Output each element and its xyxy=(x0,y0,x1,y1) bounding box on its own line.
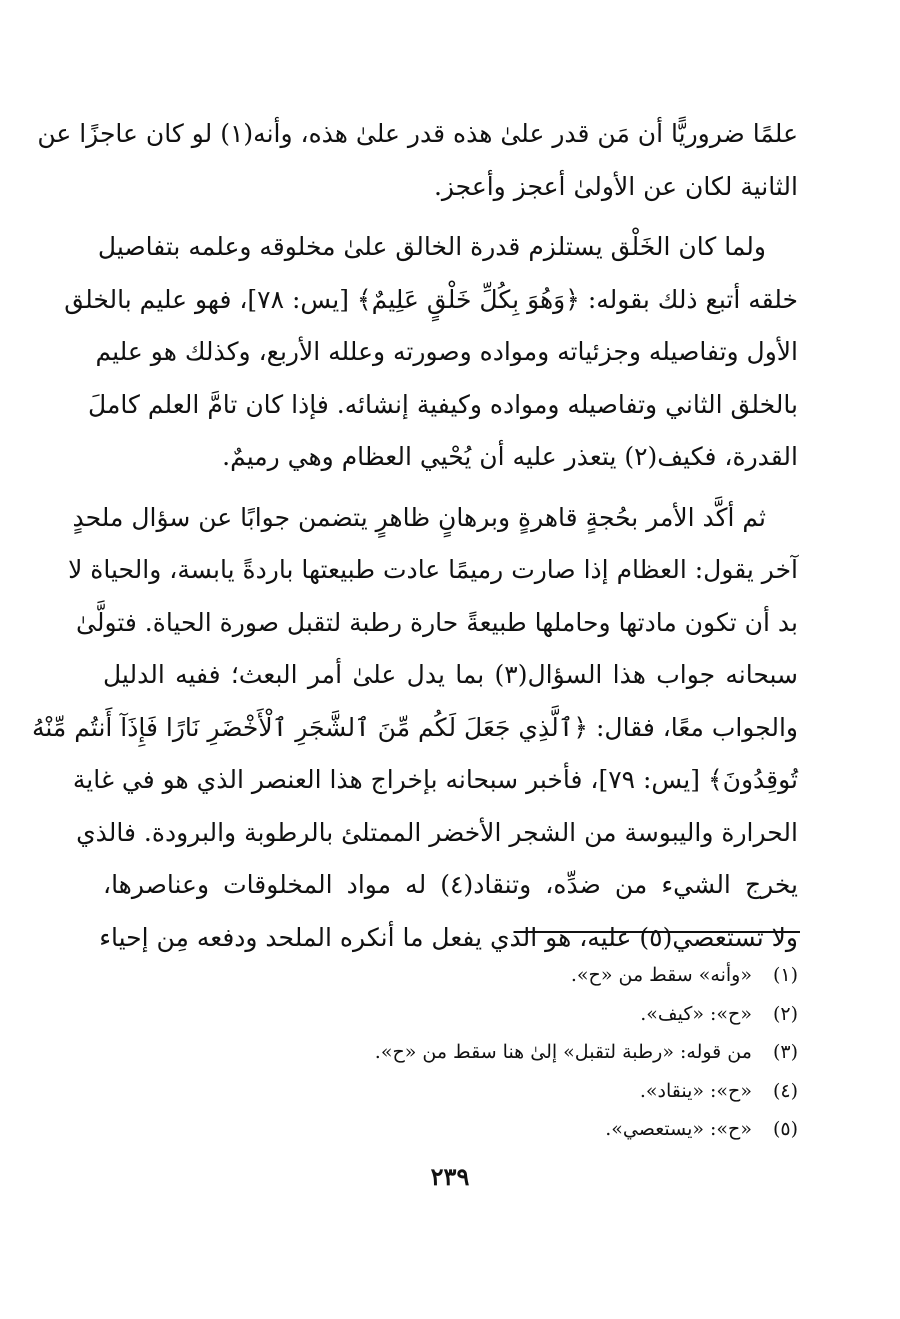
main-text xyxy=(31,108,798,972)
footnote-text: «ح»: «يستعصي». xyxy=(605,1118,752,1140)
text-line: بالخلق الثاني وتفاصيله ومواده وكيفية إنشائه. فإذا كان تامَّ العلم كاملَ xyxy=(88,389,798,419)
footnote-3 xyxy=(238,1033,798,1072)
footnote-text: من قوله: «رطبة لتقبل» إلىٰ هنا سقط من «ح». xyxy=(374,1041,752,1063)
footnote-5 xyxy=(238,1110,798,1149)
text-line: تُوقِدُونَ﴾ [يس: ٧٩]، فأخبر سبحانه بإخراج هذا العنصر الذي هو في غاية xyxy=(72,765,798,794)
text-line: بد أن تكون مادتها وحاملها طبيعةً حارة رطبة لتقبل صورة الحياة. فتولَّىٰ xyxy=(75,607,798,637)
footnotes xyxy=(238,956,798,1149)
footnote-number: (٢) xyxy=(772,1002,798,1025)
text-line: الأول وتفاصيله وجزئياته ومواده وصورته وعلله الأربع، وكذلك هو عليم xyxy=(95,337,798,366)
paragraph-3 xyxy=(31,492,798,965)
text-line: خلقه أتبع ذلك بقوله: ﴿وَهُوَ بِكُلِّ خَلْقٍ عَلِيمٌ﴾ [يس: ٧٨]، فهو عليم بالخلق xyxy=(64,284,798,314)
footnote-number: (٥) xyxy=(772,1118,798,1140)
paragraph-2 xyxy=(64,221,798,484)
text-line: الثانية لكان عن الأولىٰ أعجز وأعجز. xyxy=(433,171,798,201)
text-line: ولما كان الخَلْق يستلزم قدرة الخالق علىٰ مخلوقه وعلمه بتفاصيل xyxy=(97,232,766,261)
text-line: سبحانه جواب هذا السؤال(٣) بما يدل علىٰ أمر البعث؛ ففيه الدليل xyxy=(103,660,798,689)
text-line: علمًا ضروريًّا أن مَن قدر علىٰ هذه قدر علىٰ هذه، وأنه(١) لو كان عاجزًا عن xyxy=(37,119,798,148)
text-line: آخر يقول: العظام إذا صارت رميمًا عادت طبيعتها باردةً يابسة، والحياة لا xyxy=(68,555,798,584)
footnote-2 xyxy=(238,995,798,1034)
footnote-text: «وأنه» سقط من «ح». xyxy=(570,964,752,986)
footnote-text: «ح»: «ينقاد». xyxy=(639,1079,752,1102)
text-line: القدرة، فكيف(٢) يتعذر عليه أن يُحْيي العظام وهي رميمٌ. xyxy=(222,442,798,471)
footnote-separator xyxy=(514,931,800,933)
page-number: ٢٣٩ xyxy=(430,1162,470,1191)
footnote-1 xyxy=(238,956,798,995)
text-line: ولا تستعصي(٥) عليه، هو الذي يفعل ما أنكره الملحد ودفعه مِن إحياء xyxy=(99,922,798,952)
text-line: والجواب معًا، فقال: ﴿ٱلَّذِي جَعَلَ لَكُم مِّنَ ٱلشَّجَرِ ٱلْأَخْضَرِ نَارًا فَإِذَآ أَنتُم مِّنْهُ xyxy=(31,712,798,742)
paragraph-1 xyxy=(37,108,798,213)
footnote-number: (٣) xyxy=(772,1041,798,1063)
footnote-number: (١) xyxy=(772,964,798,986)
text-line: الحرارة واليبوسة من الشجر الأخضر الممتلئ بالرطوبة والبرودة. فالذي xyxy=(76,817,798,847)
text-line: ثم أكَّد الأمر بحُجةٍ قاهرةٍ وبرهانٍ ظاهرٍ يتضمن جوابًا عن سؤال ملحدٍ xyxy=(72,502,766,532)
footnote-4 xyxy=(238,1072,798,1111)
footnote-number: (٤) xyxy=(772,1079,798,1102)
footnote-text: «ح»: «كيف». xyxy=(640,1002,752,1025)
text-line: يخرج الشيء من ضدِّه، وتنقاد(٤) له مواد المخلوقات وعناصرها، xyxy=(103,870,798,899)
